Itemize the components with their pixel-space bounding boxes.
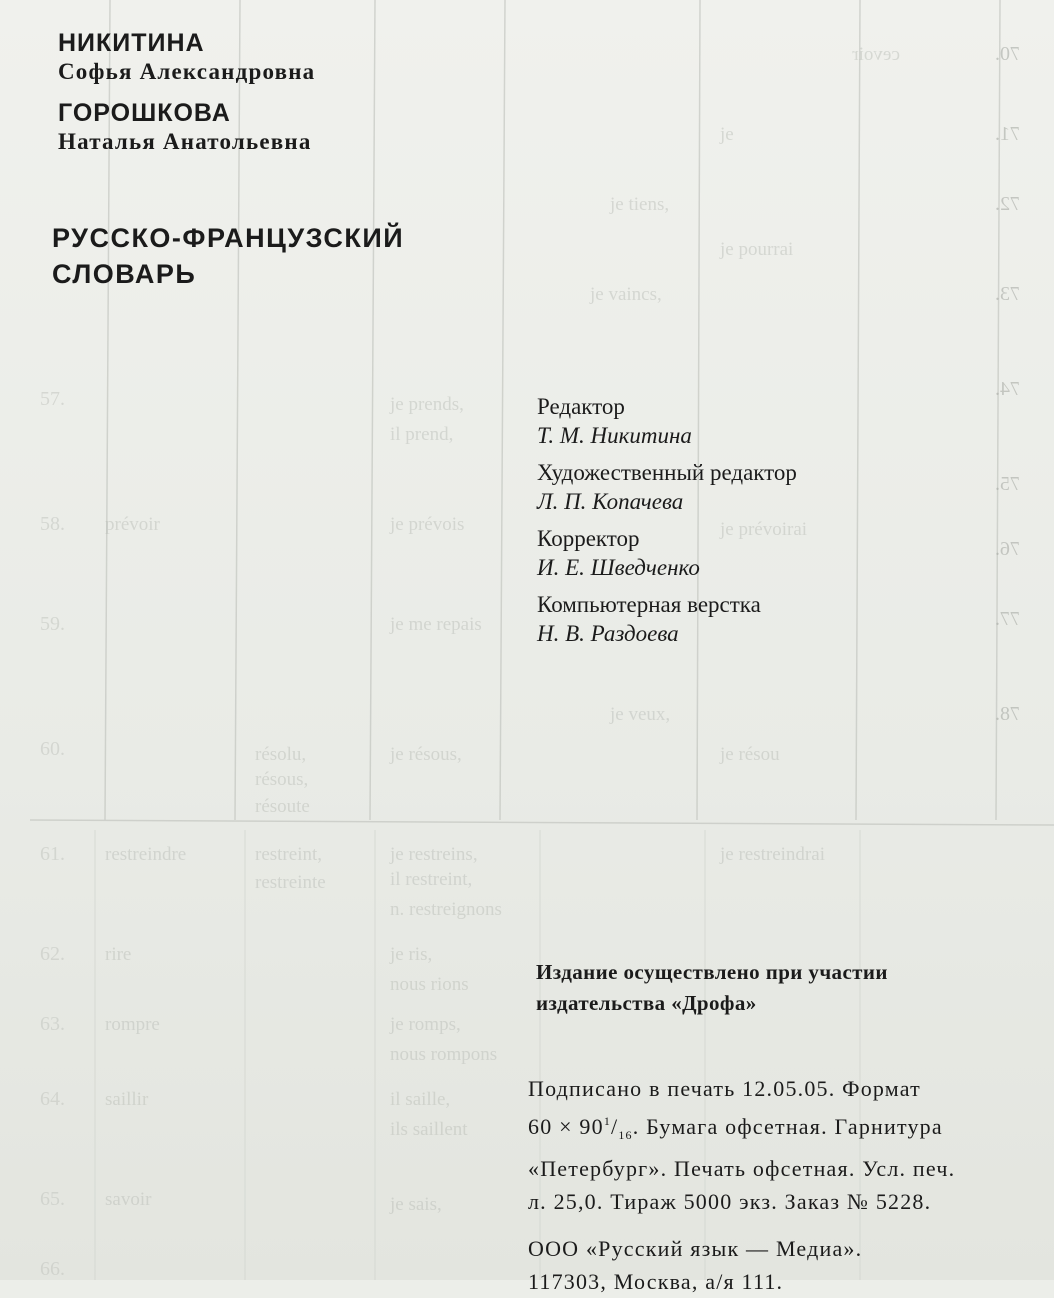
svg-text:je tiens,: je tiens,	[610, 194, 670, 215]
show-through-number: 61.	[40, 843, 65, 865]
format-fraction-denominator: 16	[618, 1128, 633, 1142]
show-through-number: 75.	[995, 473, 1020, 495]
imprint-line-6: 117303, Москва, а/я 111.	[528, 1269, 784, 1294]
svg-text:je prends,: je prends,	[390, 394, 464, 415]
show-through-number: 66.	[40, 1258, 65, 1280]
imprint-line-1: Подписано в печать 12.05.05. Формат	[528, 1076, 921, 1101]
svg-text:rire: rire	[105, 944, 132, 965]
svg-text:restreindre: restreindre	[105, 844, 187, 865]
author-1	[58, 28, 315, 86]
svg-text:rompre: rompre	[105, 1014, 160, 1035]
credit-person: И. Е. Шведченко	[537, 555, 700, 580]
credit-role: Корректор	[537, 526, 640, 551]
author-surname: ГОРОШКОВА	[58, 99, 231, 127]
imprint-block	[528, 1072, 1038, 1294]
imprint-line-4: л. 25,0. Тираж 5000 экз. Заказ № 5228.	[528, 1189, 932, 1214]
svg-text:je ris,: je ris,	[390, 944, 433, 965]
svg-text:savoir: savoir	[105, 1189, 152, 1210]
svg-text:je résou: je résou	[720, 744, 780, 765]
imprint-spacer	[528, 1218, 1038, 1232]
svg-text:restreint,: restreint,	[255, 844, 323, 865]
show-through-number: 59.	[40, 613, 65, 635]
credits-list	[537, 392, 957, 656]
imprint-line-3: «Петербург». Печать офсетная. Усл. печ.	[528, 1156, 956, 1181]
credit-role: Художественный редактор	[537, 460, 797, 485]
credit-editor	[537, 392, 957, 450]
svg-text:je: je	[720, 124, 734, 145]
book-title	[52, 220, 404, 292]
svg-text:je restreins,: je restreins,	[390, 844, 478, 865]
svg-text:je vaincs,: je vaincs,	[590, 284, 662, 305]
svg-text:je me repais: je me repais	[390, 614, 482, 635]
show-through-number: 78.	[995, 703, 1020, 725]
credit-person: Т. М. Никитина	[537, 423, 692, 448]
svg-text:n. restreignons: n. restreignons	[390, 899, 502, 920]
credit-person: Н. В. Раздоева	[537, 621, 679, 646]
book-title-line-1: РУССКО-ФРАНЦУЗСКИЙ	[52, 223, 405, 253]
show-through-number: 60.	[40, 738, 65, 760]
svg-text:restreinte: restreinte	[255, 872, 326, 893]
show-through-number: 70.	[995, 43, 1020, 65]
author-given-name: Софья Александровна	[58, 59, 316, 84]
imprint-line-2-rest: . Бумага офсетная. Гарнитура	[632, 1114, 943, 1139]
svg-text:résolu,: résolu,	[255, 744, 307, 765]
format-fraction-numerator: 1	[603, 1114, 612, 1128]
svg-text:je prévois: je prévois	[390, 514, 465, 535]
show-through-number: 64.	[40, 1088, 65, 1110]
svg-text:il restreint,: il restreint,	[390, 869, 473, 890]
show-through-number: 72.	[995, 193, 1020, 215]
svg-text:nous rompons: nous rompons	[390, 1044, 498, 1065]
svg-text:je restreindrai: je restreindrai	[720, 844, 825, 865]
show-through-number: 76.	[995, 538, 1020, 560]
svg-text:je veux,: je veux,	[610, 704, 671, 725]
svg-text:il prend,: il prend,	[390, 424, 454, 445]
svg-text:je romps,: je romps,	[390, 1014, 461, 1035]
show-through-number: 58.	[40, 513, 65, 535]
svg-text:il saille,: il saille,	[390, 1089, 451, 1110]
format-size: 60 × 90	[528, 1114, 604, 1139]
publisher-note-line-1: Издание осуществлено при участии	[536, 960, 888, 984]
svg-text:je sais,: je sais,	[390, 1194, 442, 1215]
svg-text:je pourrai: je pourrai	[720, 239, 794, 260]
show-through-number: 65.	[40, 1188, 65, 1210]
svg-text:résoute: résoute	[255, 796, 310, 817]
show-through-number: 73.	[995, 283, 1020, 305]
show-through-number: 57.	[40, 388, 65, 410]
credit-role: Компьютерная верстка	[537, 592, 761, 617]
svg-text:prévoir: prévoir	[105, 514, 160, 535]
show-through-number: 74.	[995, 378, 1020, 400]
show-through-number: 62.	[40, 943, 65, 965]
publisher-note	[536, 957, 1006, 1019]
svg-text:résous,: résous,	[255, 769, 309, 790]
author-2	[58, 98, 315, 156]
svg-text:je résous,: je résous,	[390, 744, 462, 765]
svg-text:ils saillent: ils saillent	[390, 1119, 468, 1140]
show-through-number: 71.	[995, 123, 1020, 145]
authors-block	[58, 28, 315, 168]
show-through-number: 77.	[995, 608, 1020, 630]
svg-text:nous rions: nous rions	[390, 974, 469, 995]
imprint-line-5: ООО «Русский язык — Медиа».	[528, 1236, 863, 1261]
credit-art-editor	[537, 458, 957, 516]
imprint-line-2: $60 \times 90^1/_{16}$. Бумага офсетная. Гарнитура	[528, 1114, 943, 1142]
svg-text:je prévoirai: je prévoirai	[720, 519, 808, 540]
credit-person: Л. П. Копачева	[537, 489, 684, 514]
author-given-name: Наталья Анатольевна	[58, 129, 312, 154]
show-through-number: 63.	[40, 1013, 65, 1035]
svg-text:saillir: saillir	[105, 1089, 149, 1110]
credit-role: Редактор	[537, 394, 625, 419]
credit-proofreader	[537, 524, 957, 582]
credit-layout	[537, 590, 957, 648]
book-title-line-2: СЛОВАРЬ	[52, 259, 197, 289]
svg-text:сеvoir: сеvoir	[852, 44, 900, 65]
publisher-note-line-2: издательства «Дрофа»	[536, 991, 757, 1015]
author-surname: НИКИТИНА	[58, 29, 205, 57]
